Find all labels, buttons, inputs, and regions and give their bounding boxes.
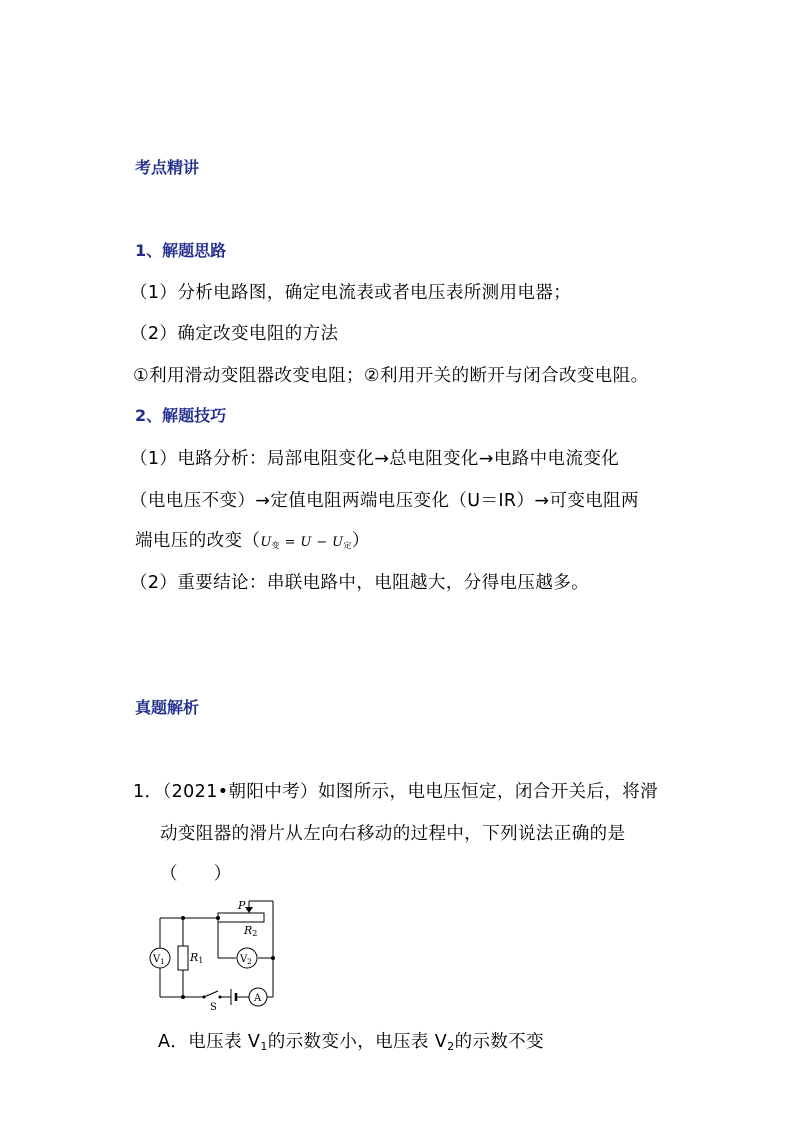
switch-label: S [210, 1002, 217, 1010]
r2-label-main: R [244, 924, 253, 937]
rheostat-r2 [218, 913, 264, 922]
r2-label [243, 924, 257, 938]
tips-line-1: （1）电路分析：局部电阻变化→总电阻变化→电路中电流变化 [130, 449, 620, 469]
v2-label-main: V [240, 954, 248, 965]
tips-line-4: （2）重要结论：串联电路中，电阻越大，分得电压越多。 [130, 573, 590, 593]
question-line-1 [133, 778, 658, 803]
tips-line-3-suffix: ） [351, 531, 370, 551]
option-a-middle: 的示数变小，电压表 V [267, 1032, 448, 1052]
junction-top-r2 [216, 916, 220, 920]
tips-line-3-prefix: 端电压的改变（ [135, 531, 261, 551]
approach-line-1: （1）分析电路图，确定电流表或者电压表所测用电器； [130, 283, 572, 303]
option-a-sub-1: 1 [260, 1040, 268, 1053]
formula-sub-fixed: 定 [343, 541, 352, 550]
option-a [158, 1028, 544, 1053]
approach-line-3: ①利用滑动变阻器改变电阻；②利用开关的断开与闭合改变电阻。 [133, 366, 649, 386]
v1-label-main: V [153, 954, 161, 965]
question-number: 1． [133, 782, 163, 802]
junction-top [181, 916, 185, 920]
v2-label-sub: 2 [247, 958, 252, 966]
switch-pivot [203, 996, 206, 999]
circuit-diagram [148, 898, 288, 1010]
v1-label-sub: 1 [160, 958, 165, 966]
question-line-2: 动变阻器的滑片从左向右移动的过程中，下列说法正确的是 [160, 824, 626, 844]
question-stem-line-1: （2021•朝阳中考）如图所示，电电压恒定，闭合开关后，将滑 [162, 782, 659, 802]
r1-label-main: R [190, 951, 199, 964]
option-a-sub-2: 2 [447, 1040, 455, 1053]
r1-label-sub: 1 [198, 956, 204, 965]
voltage-formula [260, 535, 352, 550]
option-a-suffix: 的示数不变 [454, 1032, 545, 1052]
junction-bottom [181, 995, 185, 999]
ammeter-label: A [254, 993, 262, 1004]
slider-arrow-icon [245, 907, 253, 913]
formula-sub-variable: 变 [271, 541, 281, 550]
junction-right [271, 956, 275, 960]
section-title-real-questions: 真题解析 [135, 698, 200, 717]
r1-label [189, 951, 203, 965]
formula-equals: = U − [280, 535, 333, 550]
approach-line-2: （2）确定改变电阻的方法 [130, 324, 339, 344]
section-title: 考点精讲 [135, 158, 200, 177]
heading-solution-approach: 1、解题思路 [135, 241, 227, 260]
resistor-r1 [178, 946, 188, 970]
answer-blank: （ ） [160, 864, 232, 884]
switch-contact [219, 996, 222, 999]
option-a-prefix: A．电压表 V [158, 1032, 261, 1052]
formula-u-fixed: U [332, 535, 344, 550]
r2-label-sub: 2 [252, 929, 258, 938]
heading-solution-tips: 2、解题技巧 [135, 406, 227, 425]
tips-line-2: （电电压不变）→定值电阻两端电压变化（U＝IR）→可变电阻两 [130, 491, 639, 511]
tips-line-3 [135, 527, 370, 552]
slider-label: P [238, 899, 246, 912]
switch-blade [204, 991, 218, 997]
formula-u: U [260, 535, 272, 550]
